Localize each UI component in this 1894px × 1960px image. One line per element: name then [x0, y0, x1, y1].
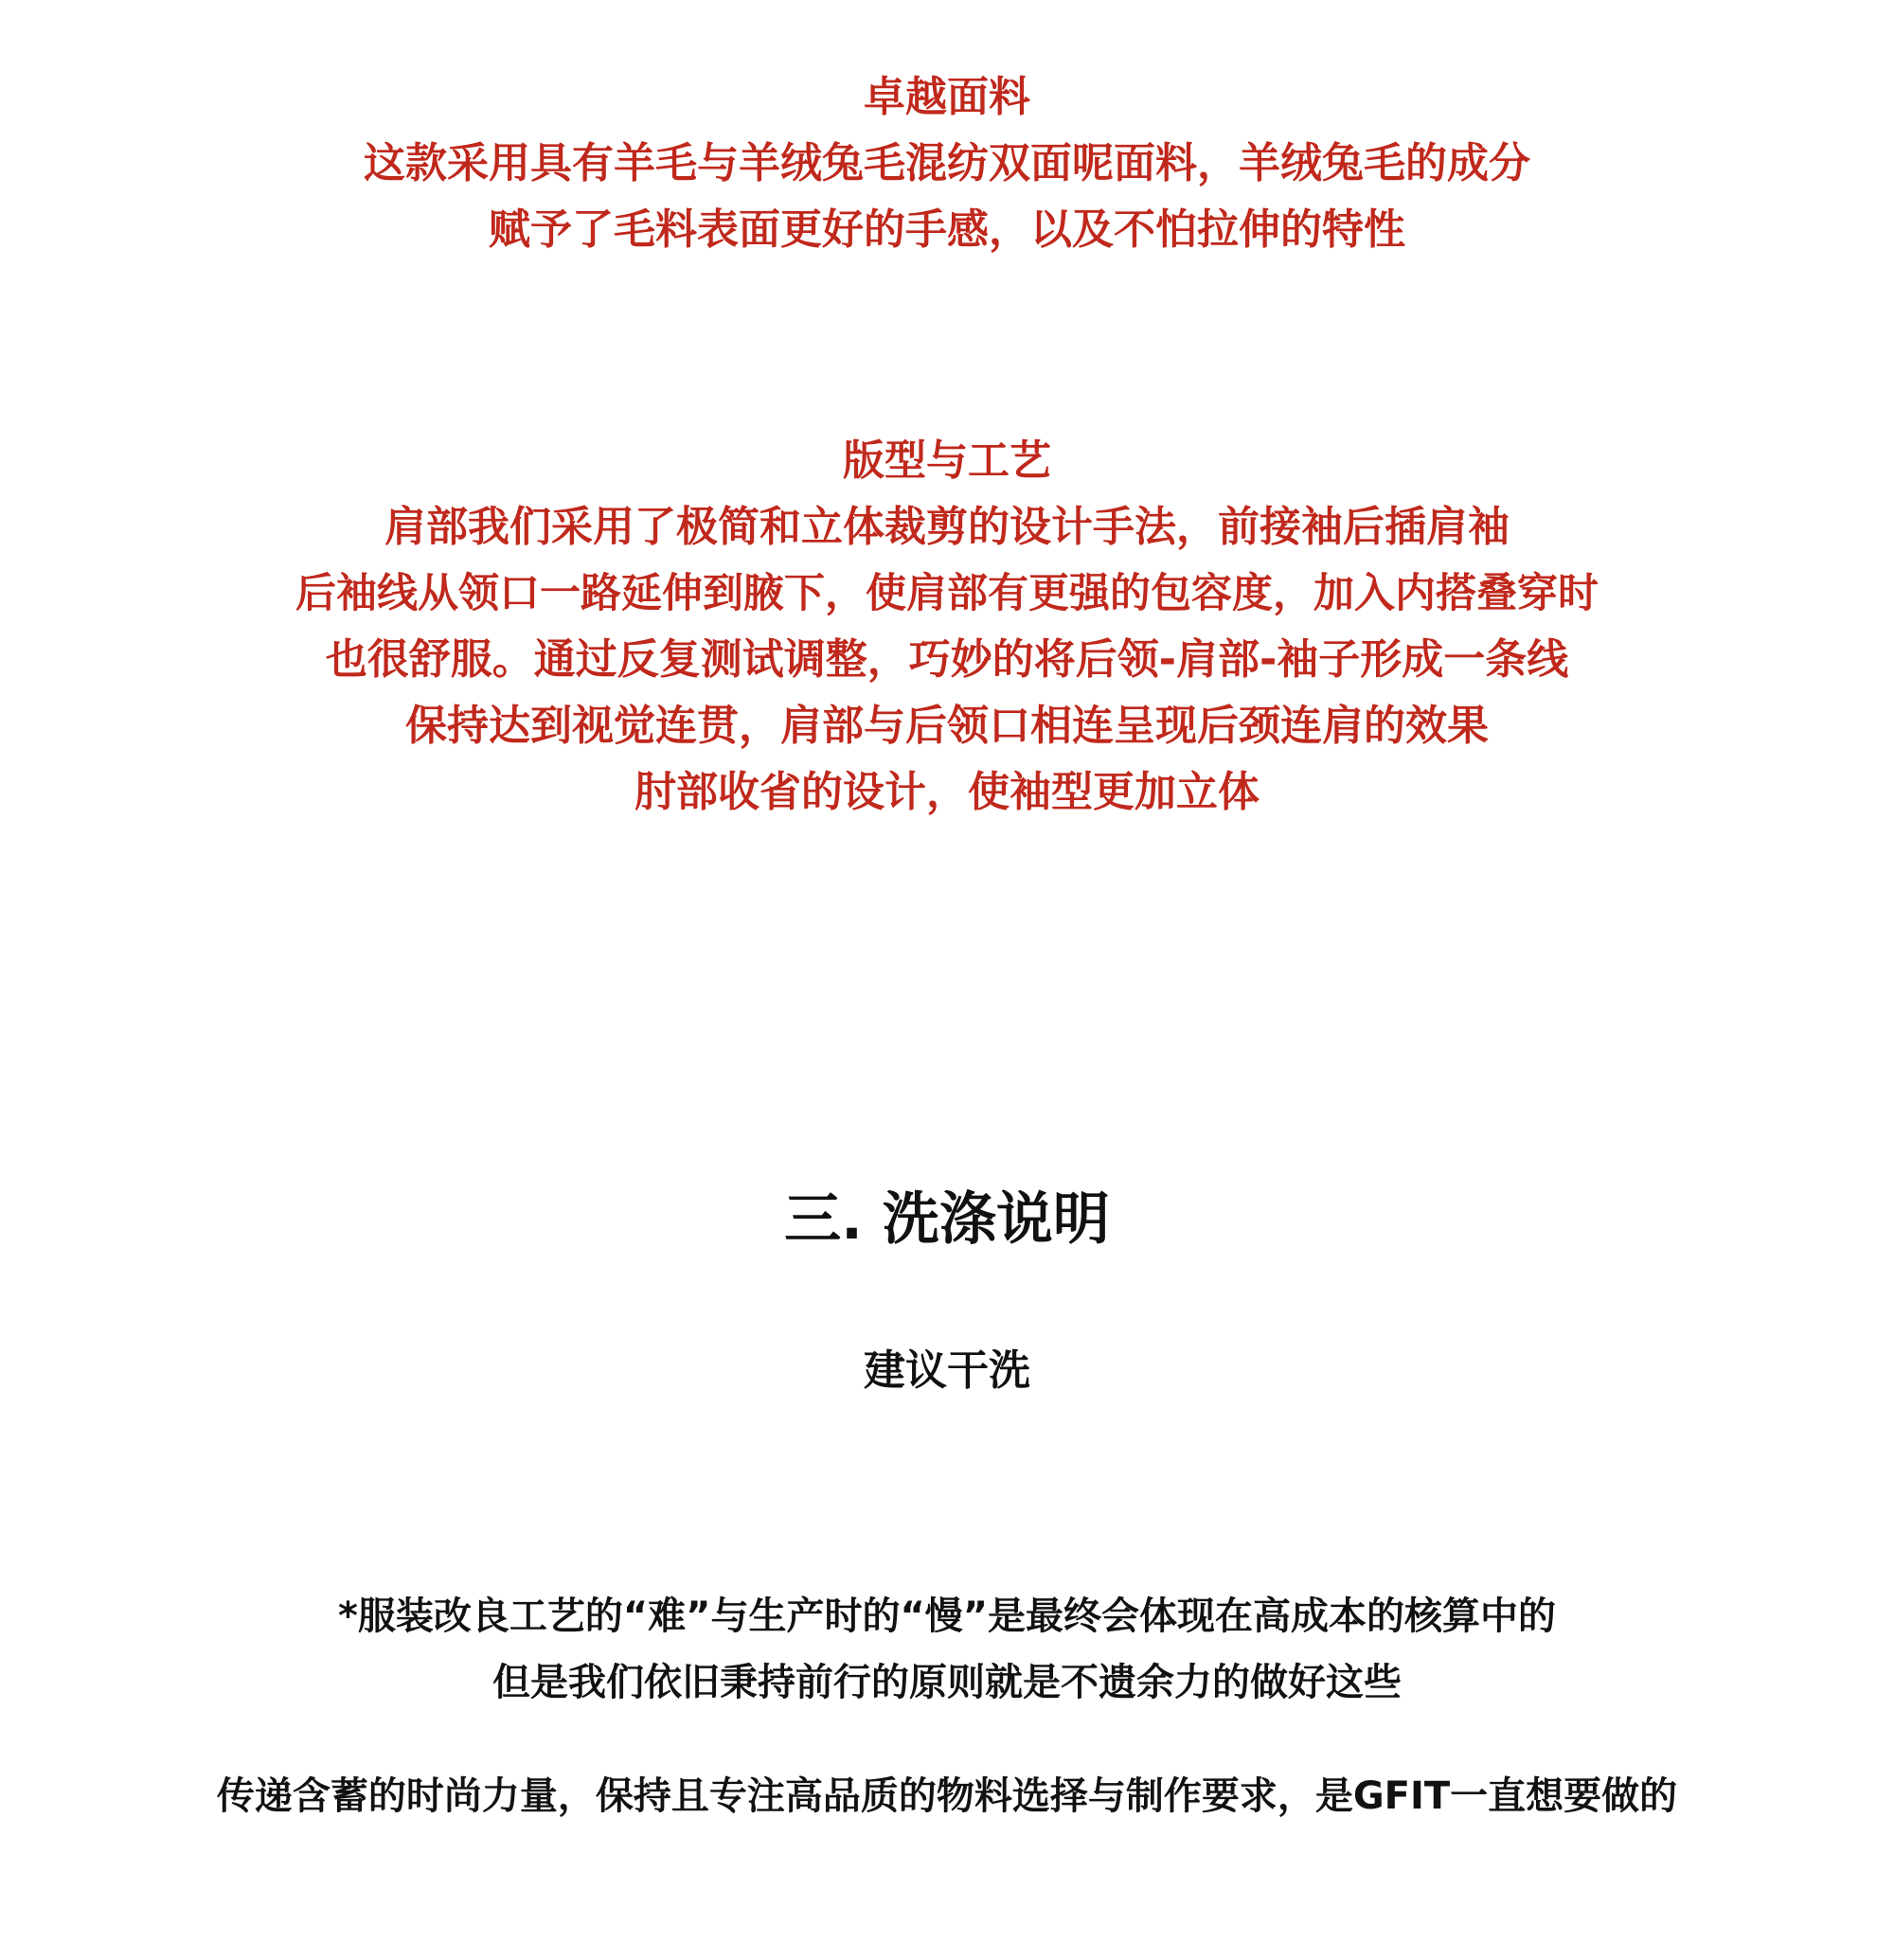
closing-line: 传递含蓄的时尚力量，保持且专注高品质的物料选择与制作要求，是GFIT一直想要做的 [216, 1774, 1678, 1818]
craft-cost-note [0, 1583, 1894, 1716]
craft-line: 也很舒服。通过反复测试调整，巧妙的将后领-肩部-袖子形成一条线 [325, 635, 1569, 684]
fabric-title: 卓越面料 [864, 73, 1030, 121]
wash-section-title: 三. 洗涤说明 [784, 1186, 1110, 1253]
craft-line: 肘部收省的设计，使袖型更加立体 [634, 768, 1260, 816]
craft-line: 肩部我们采用了极简和立体裁剪的设计手法，前接袖后插肩袖 [384, 503, 1510, 551]
craft-title: 版型与工艺 [843, 437, 1051, 485]
wash-instruction: 建议干洗 [864, 1346, 1030, 1395]
note-line: *服装改良工艺的“难”与生产时的“慢”是最终会体现在高成本的核算中的 [337, 1595, 1557, 1638]
fabric-line: 赋予了毛料表面更好的手感，以及不怕拉伸的特性 [489, 205, 1405, 254]
note-line: 但是我们依旧秉持前行的原则就是不遗余力的做好这些 [492, 1661, 1402, 1704]
craft-line: 保持达到视觉连贯，肩部与后领口相连呈现后颈连肩的效果 [405, 702, 1489, 750]
craft-section [0, 428, 1894, 826]
brand-closing-statement [0, 1763, 1894, 1829]
fabric-line: 这款采用具有羊毛与羊绒兔毛混纺双面呢面料，羊绒兔毛的成分 [364, 139, 1530, 187]
fabric-section [0, 64, 1894, 263]
craft-line: 后袖线从领口一路延伸到腋下，使肩部有更强的包容度，加入内搭叠穿时 [295, 570, 1599, 617]
